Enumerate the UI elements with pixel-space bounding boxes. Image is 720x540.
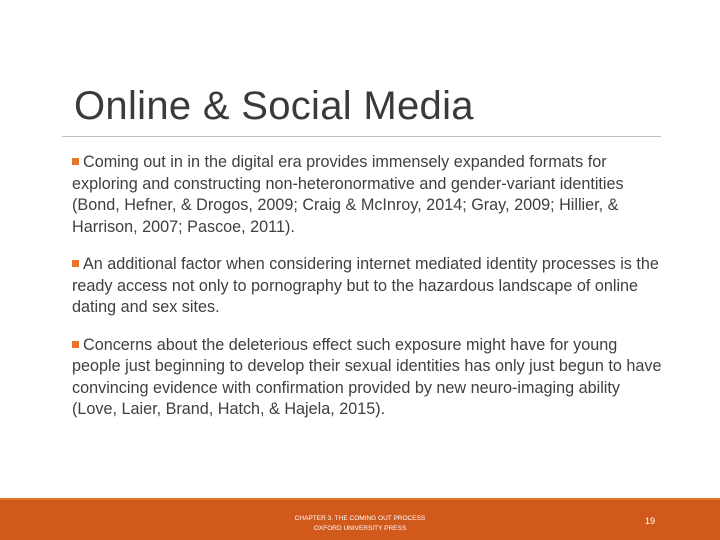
bullet-text: Coming out in in the digital era provides immensely expanded formats for exploring and constructing non-heteronormative and gender-variant identities (Bond, Hefner, & Drogos, 2009; Craig & McInroy, 2014; Gray, 2009; Hillier, & Harrison, 2007; Pascoe, 2011). bbox=[72, 153, 624, 236]
bullet-list bbox=[62, 152, 662, 437]
page-number: 19 bbox=[644, 516, 655, 526]
footer-caption bbox=[260, 514, 460, 534]
square-bullet-icon bbox=[72, 341, 79, 348]
bullet-text: An additional factor when considering internet mediated identity processes is the ready access not only to pornography but to the hazardous landscape of online dating and sex sites. bbox=[72, 255, 659, 316]
bullet-item bbox=[62, 254, 662, 319]
bullet-item bbox=[62, 152, 662, 238]
footer-chapter: CHAPTER 3. THE COMING OUT PROCESS bbox=[294, 515, 426, 522]
bullet-item bbox=[62, 335, 662, 421]
slide-title: Online & Social Media bbox=[74, 84, 474, 128]
square-bullet-icon bbox=[72, 158, 79, 165]
square-bullet-icon bbox=[72, 260, 79, 267]
title-divider bbox=[62, 136, 661, 137]
footer-bar bbox=[0, 498, 720, 540]
bullet-text: Concerns about the deleterious effect such exposure might have for young people just beginning to develop their sexual identities has only just begun to have convincing evidence with confirmation provided by new neuro-imaging ability (Love, Laier, Brand, Hatch, & Hajela, 2015). bbox=[72, 335, 662, 418]
footer-accent-line bbox=[0, 498, 720, 500]
footer-publisher: OXFORD UNIVERSITY PRESS bbox=[313, 525, 407, 532]
